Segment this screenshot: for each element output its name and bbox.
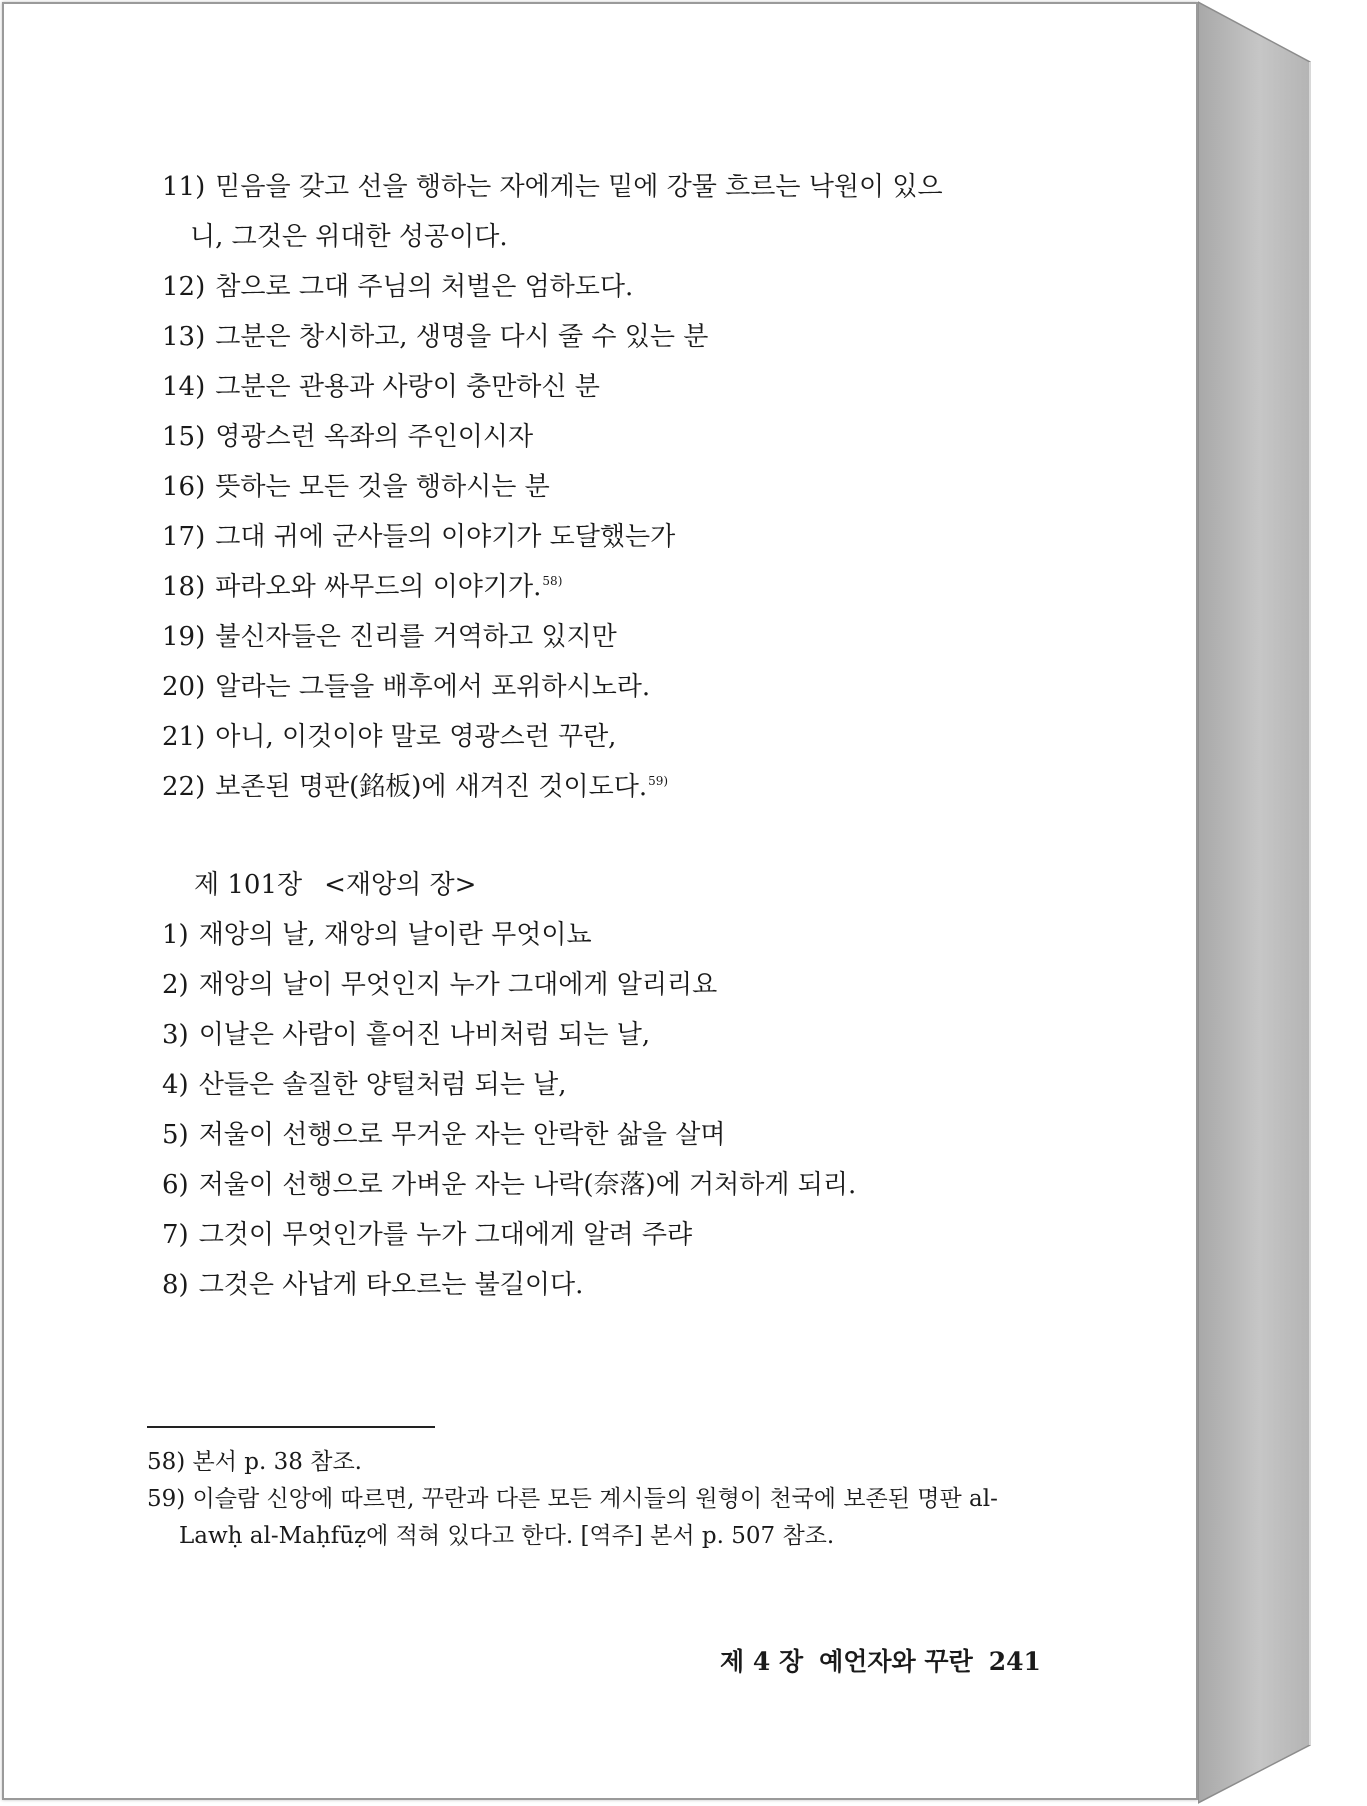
page-body <box>162 162 1022 1310</box>
chapter-heading <box>162 860 1022 910</box>
book-edge <box>1198 0 1313 1806</box>
running-footer <box>704 1642 1041 1678</box>
verse-19: 19) 불신자들은 진리를 거역하고 있지만 <box>162 622 617 652</box>
book-page <box>2 2 1198 1800</box>
verse-101-4: 4) 산들은 솔질한 양털처럼 되는 날, <box>162 1070 567 1100</box>
verse-101-5: 5) 저울이 선행으로 무거운 자는 안락한 삶을 살며 <box>162 1120 726 1150</box>
verse-13: 13) 그분은 창시하고, 생명을 다시 줄 수 있는 분 <box>162 322 709 352</box>
verse-21: 21) 아니, 이것이야 말로 영광스런 꾸란, <box>162 722 617 752</box>
footnote-58: 58) 본서 p. 38 참조. <box>147 1449 362 1475</box>
verse-101-1: 1) 재앙의 날, 재앙의 날이란 무엇이뇨 <box>162 920 592 950</box>
verse-101-2: 2) 재앙의 날이 무엇인지 누가 그대에게 알리리요 <box>162 970 718 1000</box>
verse-18: 18) 파라오와 싸무드의 이야기가.$^{58)}$ <box>162 572 563 602</box>
footnote-ref-59[interactable]: 59) <box>648 774 669 789</box>
verse-101-3: 3) 이날은 사람이 흩어진 나비처럼 되는 날, <box>162 1020 651 1050</box>
verse-16: 16) 뜻하는 모든 것을 행하시는 분 <box>162 472 550 502</box>
footnote-ref-58[interactable]: 58) <box>542 574 563 589</box>
footnotes <box>147 1426 1017 1555</box>
verse-20: 20) 알라는 그들을 배후에서 포위하시노라. <box>162 672 651 702</box>
chapter-number: 제 101장 <box>194 870 303 900</box>
footnote-59: 59) 이슬람 신앙에 따르면, 꾸란과 다른 모든 계시들의 원형이 천국에 보존된 명판 al-Lawḥ al-Maḥfūẓ에 적혀 있다고 한다. [역주] 본서 p. 507 참조. <box>147 1486 998 1549</box>
verse-11-continuation: 니, 그것은 위대한 성공이다. <box>190 222 508 252</box>
verse-101-8: 8) 그것은 사납게 타오르는 불길이다. <box>162 1270 584 1300</box>
chapter-title: <재앙의 장> <box>324 870 477 900</box>
page-number: 241 <box>988 1647 1041 1676</box>
verse-14: 14) 그분은 관용과 사랑이 충만하신 분 <box>162 372 600 402</box>
footer-chapter: 제 4 장 <box>720 1647 804 1676</box>
verse-101-6: 6) 저울이 선행으로 가벼운 자는 나락(奈落)에 거처하게 되리. <box>162 1170 857 1200</box>
verse-17: 17) 그대 귀에 군사들의 이야기가 도달했는가 <box>162 522 676 552</box>
verse-101-7: 7) 그것이 무엇인가를 누가 그대에게 알려 주랴 <box>162 1220 693 1250</box>
verse-15: 15) 영광스런 옥좌의 주인이시자 <box>162 422 534 452</box>
verse-12: 12) 참으로 그대 주님의 처벌은 엄하도다. <box>162 272 634 302</box>
footer-title: 예언자와 꾸란 <box>819 1647 973 1676</box>
verse-22: 22) 보존된 명판(銘板)에 새겨진 것이도다.$^{59)}$ <box>162 772 669 802</box>
footnote-divider <box>147 1426 435 1428</box>
verse-11: 11) 믿음을 갖고 선을 행하는 자에게는 밑에 강물 흐르는 낙원이 있으 <box>162 172 943 202</box>
